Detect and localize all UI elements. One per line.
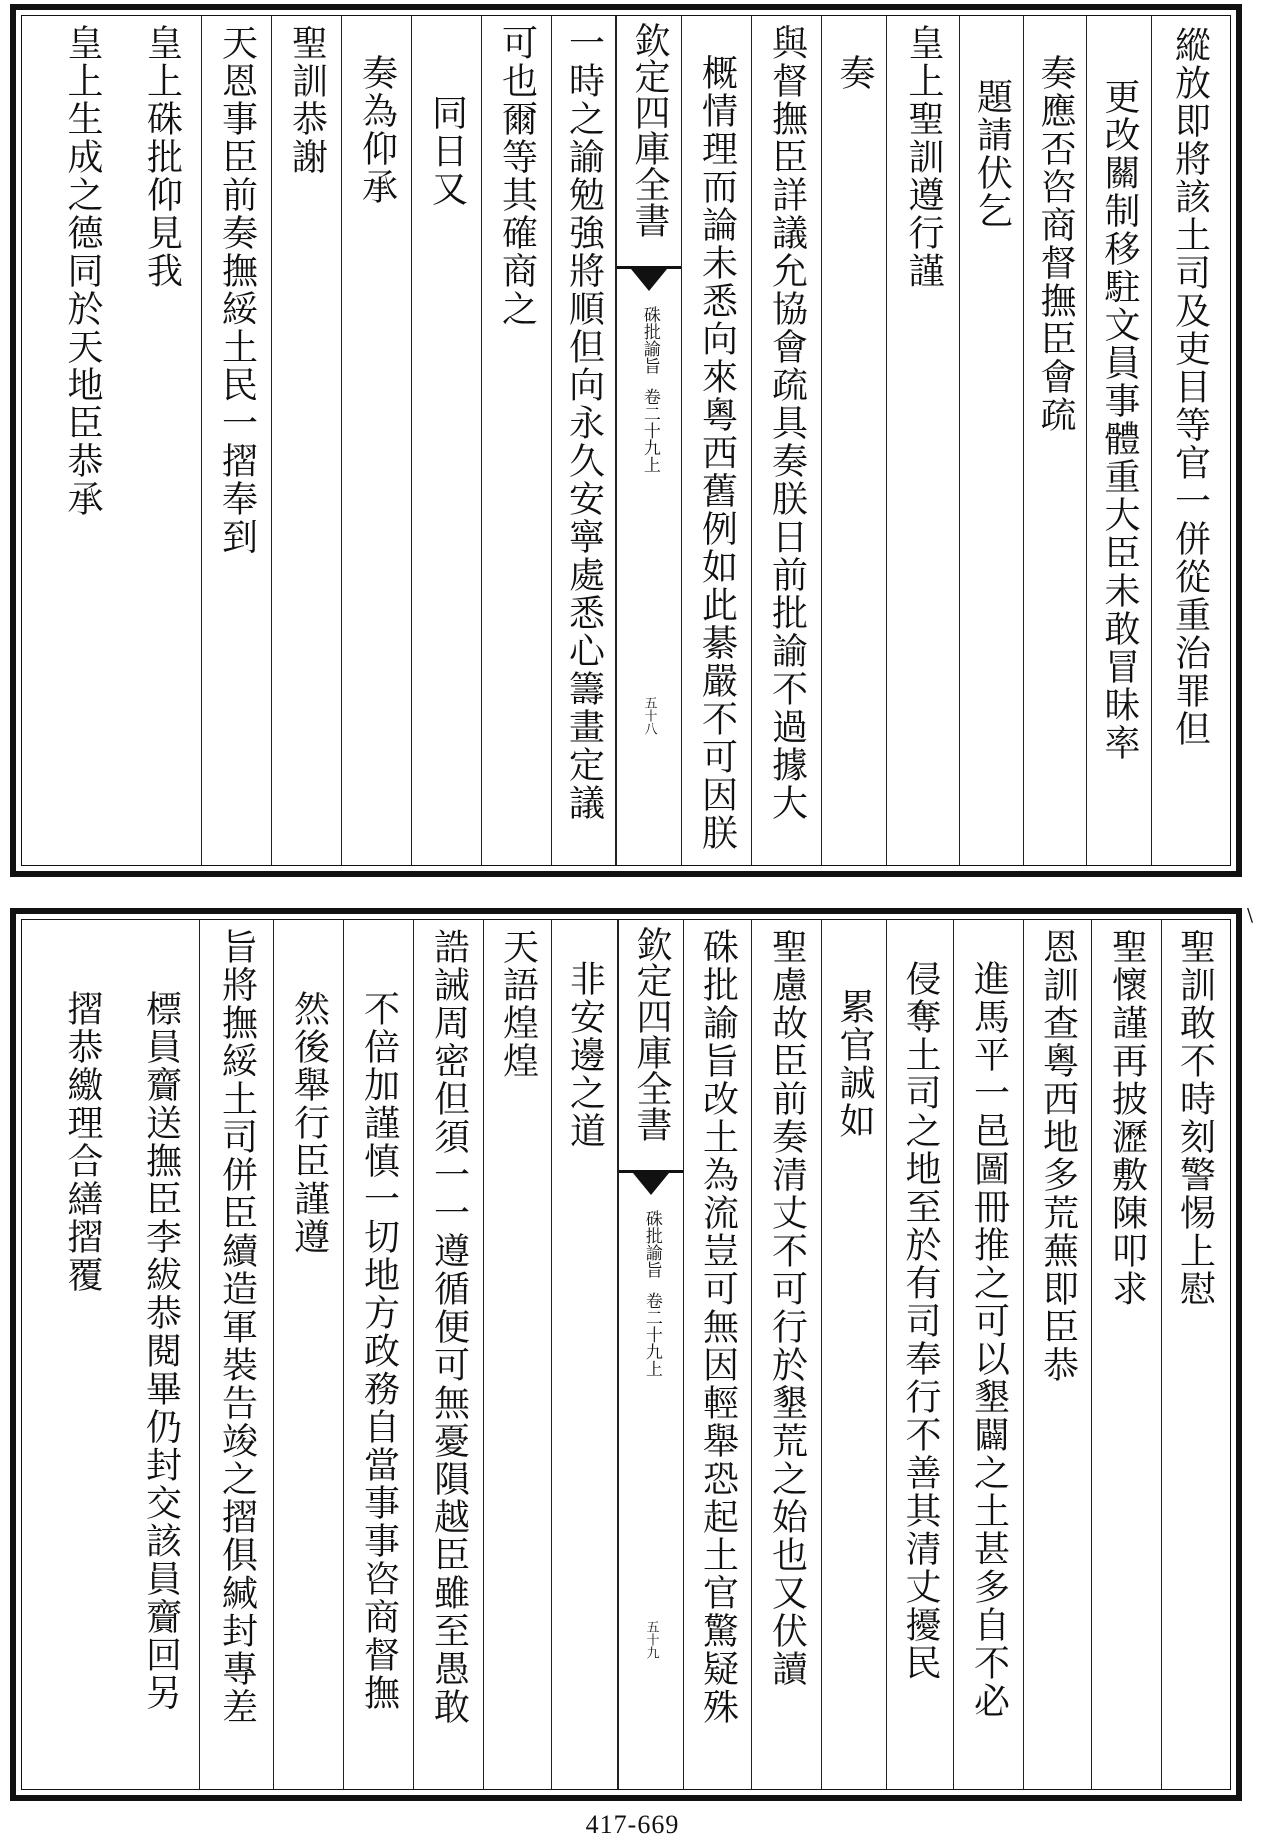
column-text: 天恩事臣前奏撫綏土民一摺奉到 [216,24,258,556]
top-page-frame [10,4,1242,877]
top-page-inner-border [21,15,1231,866]
column-text: 皇上硃批仰見我 [141,24,183,290]
book-title: 欽定四庫全書 [631,926,672,1142]
margin-mark: \ [1247,905,1254,926]
column-text: 聖訓敢不時刻警惕上慰 [1174,928,1216,1308]
column-text: 硃批諭旨改土為流豈可無因輕舉恐起土官驚疑殊 [697,928,739,1726]
text-column [887,16,960,865]
page-footer-label: 417-669 [585,1810,680,1839]
column-text: 聖訓恭謝 [286,24,328,176]
column-text: 與督撫臣詳議允協會疏具奏朕日前批諭不過據大 [766,24,808,822]
bottom-page-inner-border [21,919,1231,1790]
chapter-subtitle: 硃批諭旨 [641,1210,662,1278]
folio-number: 五十九 [643,1620,659,1659]
text-column [42,16,122,865]
column-text: 恩訓查粵西地多荒蕪即臣恭 [1037,928,1079,1384]
volume-label: 卷二十九上 [639,388,660,473]
column-text: 縱放即將該土司及吏目等官一併從重治罪但 [1169,26,1211,748]
column-text: 誥誡周密但須一一遵循便可無憂隕越臣雖至愚敢 [428,928,470,1726]
text-column [274,920,344,1789]
column-text: 不倍加謹慎一切地方政務自當事事咨商督撫 [358,990,400,1712]
column-text: 奏為仰承 [356,54,398,206]
text-column [122,920,200,1789]
text-column [484,920,552,1789]
center-fold-column [618,920,684,1789]
column-text: 同日又 [426,94,468,208]
column-text: 概情理而論未悉向來粵西舊例如此綦嚴不可因朕 [696,54,738,852]
text-column [200,920,274,1789]
column-text: 進馬平一邑圖冊推之可以墾闢之土甚多自不必 [968,960,1010,1720]
text-column [1092,920,1162,1789]
bottom-page-frame [10,908,1242,1801]
folio-number: 五十八 [641,696,657,735]
text-column [752,920,822,1789]
column-text: 侵奪土司之地至於有司奉行不善其清丈擾民 [900,960,941,1682]
column-text: 然後舉行臣謹遵 [288,990,330,1256]
text-column [344,920,414,1789]
text-column [752,16,822,865]
column-text: 題請伏乞 [971,78,1013,230]
column-text: 奏 [834,54,875,92]
column-text: 更改關制移駐文員事體重大臣未敢冒昧率 [1099,78,1140,762]
column-text: 非安邊之道 [564,960,606,1150]
column-text: 聖慮故臣前奏清丈不可行於墾荒之始也又伏讀 [766,928,808,1688]
text-column [1024,16,1087,865]
text-column [552,16,616,865]
text-column [122,16,202,865]
text-column [202,16,272,865]
text-column [272,16,342,865]
text-column [42,920,122,1789]
column-text: 可也爾等其確商之 [496,24,538,328]
text-column [414,920,484,1789]
column-text: 累官誠如 [834,988,875,1140]
text-column [552,920,618,1789]
column-text: 旨將撫綏土司併臣續造軍裝告竣之摺俱緘封專差 [216,928,258,1726]
text-column [960,16,1024,865]
column-text: 摺恭繳理合繕摺覆 [62,990,103,1294]
text-column [682,16,752,865]
text-column [1024,920,1092,1789]
text-column [954,920,1024,1789]
text-column [684,920,752,1789]
fish-tail-mark [631,269,667,291]
text-column [822,920,887,1789]
column-text: 皇上生成之德同於天地臣恭承 [62,24,103,518]
text-column [1162,920,1227,1789]
chapter-subtitle: 硃批諭旨 [639,306,660,374]
column-text: 聖懷謹再披瀝敷陳叩求 [1106,928,1148,1308]
column-text: 天語煌煌 [497,928,539,1080]
column-text: 標員齎送撫臣李紱恭閱畢仍封交該員齎回另 [140,990,182,1712]
text-column [482,16,552,865]
column-text: 一時之諭勉強將順但向永久安寧處悉心籌畫定議 [563,24,605,822]
text-column [342,16,412,865]
text-column [412,16,482,865]
text-column [887,920,954,1789]
text-column [1087,16,1152,865]
center-fold-column [616,16,682,865]
volume-label: 卷二十九上 [641,1292,662,1377]
column-text: 皇上聖訓遵行謹 [903,24,944,290]
book-title: 欽定四庫全書 [629,22,670,238]
text-column [822,16,887,865]
fish-tail-mark [633,1173,669,1195]
column-text: 奏應否咨商督撫臣會疏 [1035,54,1076,434]
text-column [1152,16,1227,865]
